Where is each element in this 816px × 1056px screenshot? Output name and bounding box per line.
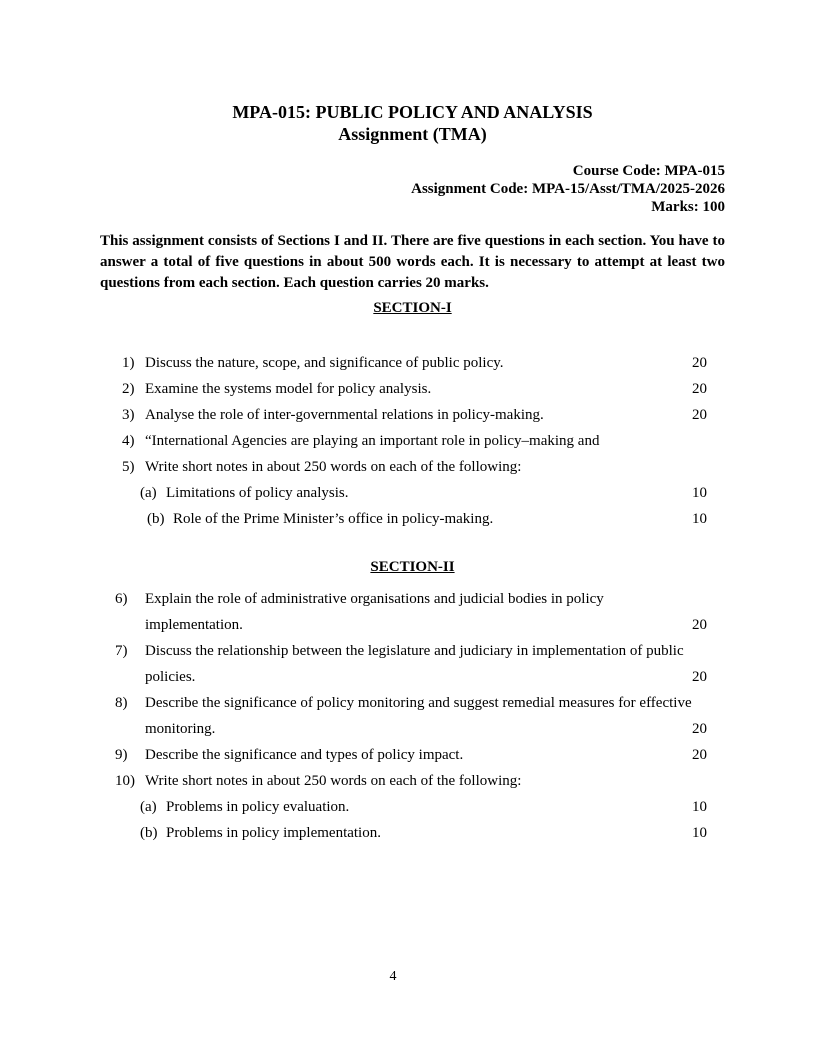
question-number: 7)	[115, 643, 128, 659]
course-title: MPA-015: PUBLIC POLICY AND ANALYSIS	[232, 102, 593, 122]
question-text: Write short notes in about 250 words on each of the following:	[145, 773, 522, 789]
course-code-line: Course Code: MPA-015	[572, 163, 725, 179]
question-row	[100, 690, 725, 742]
question-text: Discuss the nature, scope, and significance of public policy.	[145, 355, 504, 371]
sub-question-text: Role of the Prime Minister’s office in policy-making.	[173, 511, 494, 527]
sub-question-label: (a)	[140, 485, 157, 501]
question-number: 4)	[122, 433, 135, 449]
question-marks: 20	[692, 747, 707, 763]
question-row	[100, 638, 725, 690]
question-number: 3)	[122, 407, 135, 423]
question-marks: 20	[692, 669, 707, 685]
question-text: Explain the role of administrative organisations and judicial bodies in policy implementation.	[145, 591, 604, 633]
instructions-paragraph: This assignment consists of Sections I and II. There are five questions in each section. You have to answer a total of five questions in about 500 words each. It is necessary to attempt at least two questions from each section. Each question carries 20 marks.	[100, 233, 725, 291]
question-text: Describe the significance and types of policy impact.	[145, 747, 464, 763]
question-number: 9)	[115, 747, 128, 763]
question-marks: 20	[692, 617, 707, 633]
sub-question-row	[100, 820, 725, 846]
question-row	[100, 350, 725, 376]
sub-question-label: (a)	[140, 799, 157, 815]
question-number: 2)	[122, 381, 135, 397]
question-row	[100, 586, 725, 638]
question-number: 1)	[122, 355, 135, 371]
question-text: Write short notes in about 250 words on each of the following:	[145, 459, 522, 475]
question-row	[100, 454, 725, 480]
document-content	[100, 0, 725, 846]
question-number: 10)	[115, 773, 135, 789]
codes-block	[100, 162, 725, 216]
question-text: “International Agencies are playing an important role in policy–making and	[145, 433, 600, 449]
sub-question-row	[100, 506, 725, 532]
assignment-subtitle: Assignment (TMA)	[338, 124, 487, 144]
sub-question-marks: 10	[692, 799, 707, 815]
question-row	[100, 768, 725, 794]
question-marks: 20	[692, 721, 707, 737]
question-marks: 20	[692, 407, 707, 423]
question-row	[100, 428, 725, 454]
sub-question-text: Problems in policy evaluation.	[166, 799, 350, 815]
question-text: Examine the systems model for policy analysis.	[145, 381, 432, 397]
question-text: Describe the significance of policy monitoring and suggest remedial measures for effective monitoring.	[145, 695, 692, 737]
question-row	[100, 742, 725, 768]
question-number: 5)	[122, 459, 135, 475]
question-marks: 20	[692, 381, 707, 397]
sub-question-label: (b)	[140, 825, 158, 841]
question-number: 8)	[115, 695, 128, 711]
question-row	[100, 402, 725, 428]
page-number: 4	[389, 969, 397, 984]
question-marks: 20	[692, 355, 707, 371]
question-row	[100, 376, 725, 402]
section-1-heading: SECTION-I	[373, 300, 452, 316]
sub-question-label: (b)	[147, 511, 165, 527]
marks-line: Marks: 100	[651, 199, 725, 215]
sub-question-marks: 10	[692, 511, 707, 527]
sub-question-row	[100, 480, 725, 506]
section-1-question-list	[100, 350, 725, 532]
sub-question-text: Problems in policy implementation.	[166, 825, 381, 841]
question-text: Discuss the relationship between the legislature and judiciary in implementation of public policies.	[145, 643, 684, 685]
sub-question-row	[100, 794, 725, 820]
sub-question-text: Limitations of policy analysis.	[166, 485, 349, 501]
assignment-code-line: Assignment Code: MPA-15/Asst/TMA/2025-2026	[411, 181, 725, 197]
question-text: Analyse the role of inter-governmental relations in policy-making.	[145, 407, 544, 423]
section-2-question-list	[100, 586, 725, 846]
question-number: 6)	[115, 591, 128, 607]
title-block	[100, 101, 725, 145]
sub-question-marks: 10	[692, 485, 707, 501]
section-2-heading: SECTION-II	[370, 559, 455, 575]
sub-question-marks: 10	[692, 825, 707, 841]
